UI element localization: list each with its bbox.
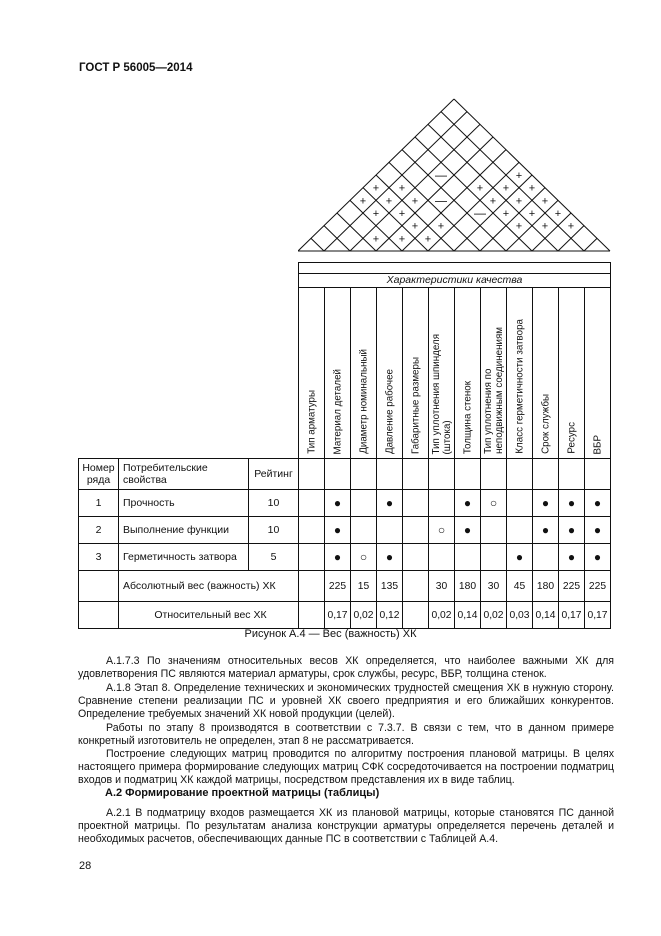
relative-weight-value: 0,14 xyxy=(533,602,559,629)
positive-correlation-mark: + xyxy=(541,195,549,208)
negative-correlation-mark: — xyxy=(474,206,486,220)
empty-cell xyxy=(79,602,119,629)
consumer-property: Выполнение функции xyxy=(119,517,249,544)
qc-column-label: ВБР xyxy=(592,434,603,454)
relationship-mark: ● xyxy=(585,517,611,544)
absolute-weight-row xyxy=(79,571,611,602)
absolute-weight-value xyxy=(403,571,429,602)
relationship-mark: ● xyxy=(377,544,403,571)
row-number-header: Номер ряда xyxy=(79,459,119,490)
rating-value: 10 xyxy=(249,517,299,544)
qc-column-label: Тип уплотнения шпинделя (штока) xyxy=(430,333,453,454)
absolute-weight-value: 180 xyxy=(533,571,559,602)
relationship-mark: ● xyxy=(377,490,403,517)
qc-column-label: Ресурс xyxy=(566,422,577,454)
empty-cell xyxy=(585,459,611,490)
paragraph-a18 xyxy=(78,682,614,722)
table-row xyxy=(79,544,611,571)
empty-cell xyxy=(429,459,455,490)
relationship-mark xyxy=(403,490,429,517)
paragraph-next-matrices xyxy=(78,748,614,788)
paragraph-a21 xyxy=(78,807,614,847)
relationship-mark: ○ xyxy=(481,490,507,517)
relationship-mark xyxy=(377,517,403,544)
relationship-mark xyxy=(455,544,481,571)
relationship-mark xyxy=(351,517,377,544)
relationship-mark: ● xyxy=(325,517,351,544)
absolute-weight-value: 180 xyxy=(455,571,481,602)
positive-correlation-mark: + xyxy=(385,195,393,208)
qc-column-header xyxy=(507,288,533,459)
positive-correlation-mark: + xyxy=(528,182,536,195)
positive-correlation-mark: + xyxy=(515,195,523,208)
relative-weight-row xyxy=(79,602,611,629)
qc-column-label: Толщина стенок xyxy=(462,380,473,454)
roof-grid-line xyxy=(441,112,584,251)
qc-column-header xyxy=(351,288,377,459)
quality-characteristics-title: Характеристики качества xyxy=(299,274,611,288)
row-number: 1 xyxy=(79,490,119,517)
relationship-mark: ○ xyxy=(429,517,455,544)
column-header-row xyxy=(79,459,611,490)
positive-correlation-mark: + xyxy=(515,170,523,182)
relationship-mark xyxy=(429,490,455,517)
relative-weight-value: 0,03 xyxy=(507,602,533,629)
positive-correlation-mark: + xyxy=(398,182,406,195)
qc-column-label: Материал деталей xyxy=(332,368,343,454)
relationship-mark xyxy=(299,490,325,517)
qc-column-label: Тип уплотнения по неподвижным соединениям xyxy=(482,327,505,454)
relationship-mark: ○ xyxy=(351,544,377,571)
relationship-mark: ● xyxy=(325,544,351,571)
relative-weight-value: 0,17 xyxy=(325,602,351,629)
relationship-mark: ● xyxy=(585,490,611,517)
roof-grid-line xyxy=(311,238,324,251)
positive-correlation-mark: + xyxy=(437,220,445,233)
empty-cell xyxy=(559,459,585,490)
relationship-mark: ● xyxy=(559,517,585,544)
qc-column-header xyxy=(481,288,507,459)
relationship-mark: ● xyxy=(533,490,559,517)
relationship-mark: ● xyxy=(455,490,481,517)
roof-grid-line xyxy=(584,238,597,251)
relative-weight-value: 0,17 xyxy=(585,602,611,629)
positive-correlation-mark: + xyxy=(541,220,549,233)
paragraph-a173 xyxy=(78,655,614,681)
empty-cell xyxy=(455,459,481,490)
positive-correlation-mark: + xyxy=(398,233,406,246)
absolute-weight-value: 45 xyxy=(507,571,533,602)
relative-weight-value xyxy=(403,602,429,629)
positive-correlation-mark: + xyxy=(411,195,419,208)
relative-weight-value: 0,02 xyxy=(351,602,377,629)
absolute-weight-value: 225 xyxy=(559,571,585,602)
empty-cell xyxy=(325,459,351,490)
paragraph-text: А.1.8 Этап 8. Определение технических и экономических трудностей смещения ХК в нужную сторону. Сравнение степени реализации ПС и уровней ХК своего предприятия и его ближайших конкурентов. Определение требуемых значений ХК новой продукции (целей). xyxy=(78,682,614,721)
paragraph-text: А.2.1 В подматрицу входов размещается ХК из плановой матрицы, которые становятся ПС данной проектной матрицы. По результатам анализа конструкции арматуры определяется перечень деталей и необходимых расчетов, обеспечивающих данные ПС в соответствии с Таблицей А.4. xyxy=(78,807,614,846)
consumer-property: Прочность xyxy=(119,490,249,517)
relative-weight-value: 0,02 xyxy=(429,602,455,629)
qc-column-header xyxy=(403,288,429,459)
relationship-mark xyxy=(351,490,377,517)
qc-column-header xyxy=(325,288,351,459)
positive-correlation-mark: + xyxy=(502,208,510,220)
positive-correlation-mark: + xyxy=(515,220,523,233)
positive-correlation-mark: + xyxy=(502,182,510,195)
qc-column-label: Тип арматуры xyxy=(306,390,317,454)
rating-header: Рейтинг xyxy=(249,459,299,490)
relationship-mark: ● xyxy=(325,490,351,517)
relative-weight-value xyxy=(299,602,325,629)
positive-correlation-mark: + xyxy=(398,208,406,220)
relationship-mark: ● xyxy=(585,544,611,571)
positive-correlation-mark: + xyxy=(489,195,497,208)
qc-column-header xyxy=(455,288,481,459)
relationship-mark xyxy=(299,544,325,571)
document-header: ГОСТ Р 56005—2014 xyxy=(79,62,193,74)
absolute-weight-label: Абсолютный вес (важность) ХК xyxy=(119,571,299,602)
qc-column-header xyxy=(299,288,325,459)
qc-column-label: Диаметр номинальный xyxy=(358,349,369,454)
qc-column-label: Срок службы xyxy=(540,394,551,454)
positive-correlation-mark: + xyxy=(372,182,380,195)
positive-correlation-mark: + xyxy=(424,233,432,246)
figure-caption: Рисунок А.4 — Вес (важность) ХК xyxy=(244,628,417,640)
consumer-property: Герметичность затвора xyxy=(119,544,249,571)
absolute-weight-value: 15 xyxy=(351,571,377,602)
empty-cell xyxy=(481,459,507,490)
empty-cell xyxy=(351,459,377,490)
empty-cell xyxy=(377,459,403,490)
relative-weight-label: Относительный вес ХК xyxy=(119,602,299,629)
empty-cell xyxy=(533,459,559,490)
relationship-mark: ● xyxy=(533,517,559,544)
relationship-mark xyxy=(481,517,507,544)
qc-column-header xyxy=(585,288,611,459)
section-title: А.2 Формирование проектной матрицы (таблицы) xyxy=(105,787,380,799)
table-row xyxy=(79,517,611,544)
qc-column-label: Давление рабочее xyxy=(384,368,395,454)
relationship-mark: ● xyxy=(559,544,585,571)
relationship-mark xyxy=(403,517,429,544)
relationship-mark xyxy=(507,517,533,544)
house-of-quality-matrix xyxy=(78,262,611,629)
relationship-mark xyxy=(403,544,429,571)
relationship-mark xyxy=(507,490,533,517)
absolute-weight-value: 135 xyxy=(377,571,403,602)
positive-correlation-mark: + xyxy=(372,208,380,220)
positive-correlation-mark: + xyxy=(372,233,380,246)
qc-column-header xyxy=(533,288,559,459)
relationship-mark: ● xyxy=(507,544,533,571)
positive-correlation-mark: + xyxy=(359,195,367,208)
absolute-weight-value: 225 xyxy=(585,571,611,602)
relative-weight-value: 0,12 xyxy=(377,602,403,629)
relationship-mark xyxy=(429,544,455,571)
page-number: 28 xyxy=(79,860,92,872)
roof-grid-line xyxy=(415,137,532,251)
row-number: 2 xyxy=(79,517,119,544)
positive-correlation-mark: + xyxy=(567,220,575,233)
qc-column-header xyxy=(559,288,585,459)
empty-cell xyxy=(79,571,119,602)
relative-weight-value: 0,14 xyxy=(455,602,481,629)
consumer-properties-header: Потребительские свойства xyxy=(119,459,249,490)
absolute-weight-value xyxy=(299,571,325,602)
relationship-mark: ● xyxy=(559,490,585,517)
negative-correlation-mark: — xyxy=(435,193,447,208)
paragraph-stage8 xyxy=(78,722,614,748)
paragraph-text: Работы по этапу 8 производятся в соответствии с 7.3.7. В связи с тем, что в данном примере конкретный изготовитель не определен, этап 8 не рассматривается. xyxy=(78,722,614,748)
qc-column-header xyxy=(429,288,455,459)
absolute-weight-value: 30 xyxy=(429,571,455,602)
absolute-weight-value: 225 xyxy=(325,571,351,602)
relative-weight-value: 0,17 xyxy=(559,602,585,629)
roof-base-band xyxy=(299,263,611,274)
negative-correlation-mark: — xyxy=(435,168,447,182)
relationship-mark xyxy=(299,517,325,544)
table-row xyxy=(79,490,611,517)
positive-correlation-mark: + xyxy=(476,182,484,195)
empty-cell xyxy=(507,459,533,490)
positive-correlation-mark: + xyxy=(554,208,562,220)
absolute-weight-value: 30 xyxy=(481,571,507,602)
empty-cell xyxy=(403,459,429,490)
rating-value: 10 xyxy=(249,490,299,517)
paragraph-text: А.1.7.3 По значениям относительных весов ХК определяется, что наиболее важными ХК для удовлетворения ПС являются материал арматуры, срок службы, ресурс, ВБР, толщина стенок. xyxy=(78,655,614,681)
positive-correlation-mark: + xyxy=(411,220,419,233)
qc-column-label: Класс герметичности затвора xyxy=(514,319,525,454)
paragraph-text: Построение следующих матриц проводится по алгоритму построения плановой матрицы. В целях настоящего примера формирование следующих матриц СФК сосредоточивается на построении подматриц входов и подматриц ХК каждой матрицы, посредством представления их в виде таблиц. xyxy=(78,748,614,787)
qc-column-label: Габаритные размеры xyxy=(410,356,421,454)
relationship-mark xyxy=(481,544,507,571)
relationship-mark xyxy=(533,544,559,571)
correlation-roof xyxy=(298,97,616,257)
relationship-mark: ● xyxy=(455,517,481,544)
positive-correlation-mark: + xyxy=(528,208,536,220)
rating-value: 5 xyxy=(249,544,299,571)
qc-column-header xyxy=(377,288,403,459)
row-number: 3 xyxy=(79,544,119,571)
empty-cell xyxy=(299,459,325,490)
relative-weight-value: 0,02 xyxy=(481,602,507,629)
